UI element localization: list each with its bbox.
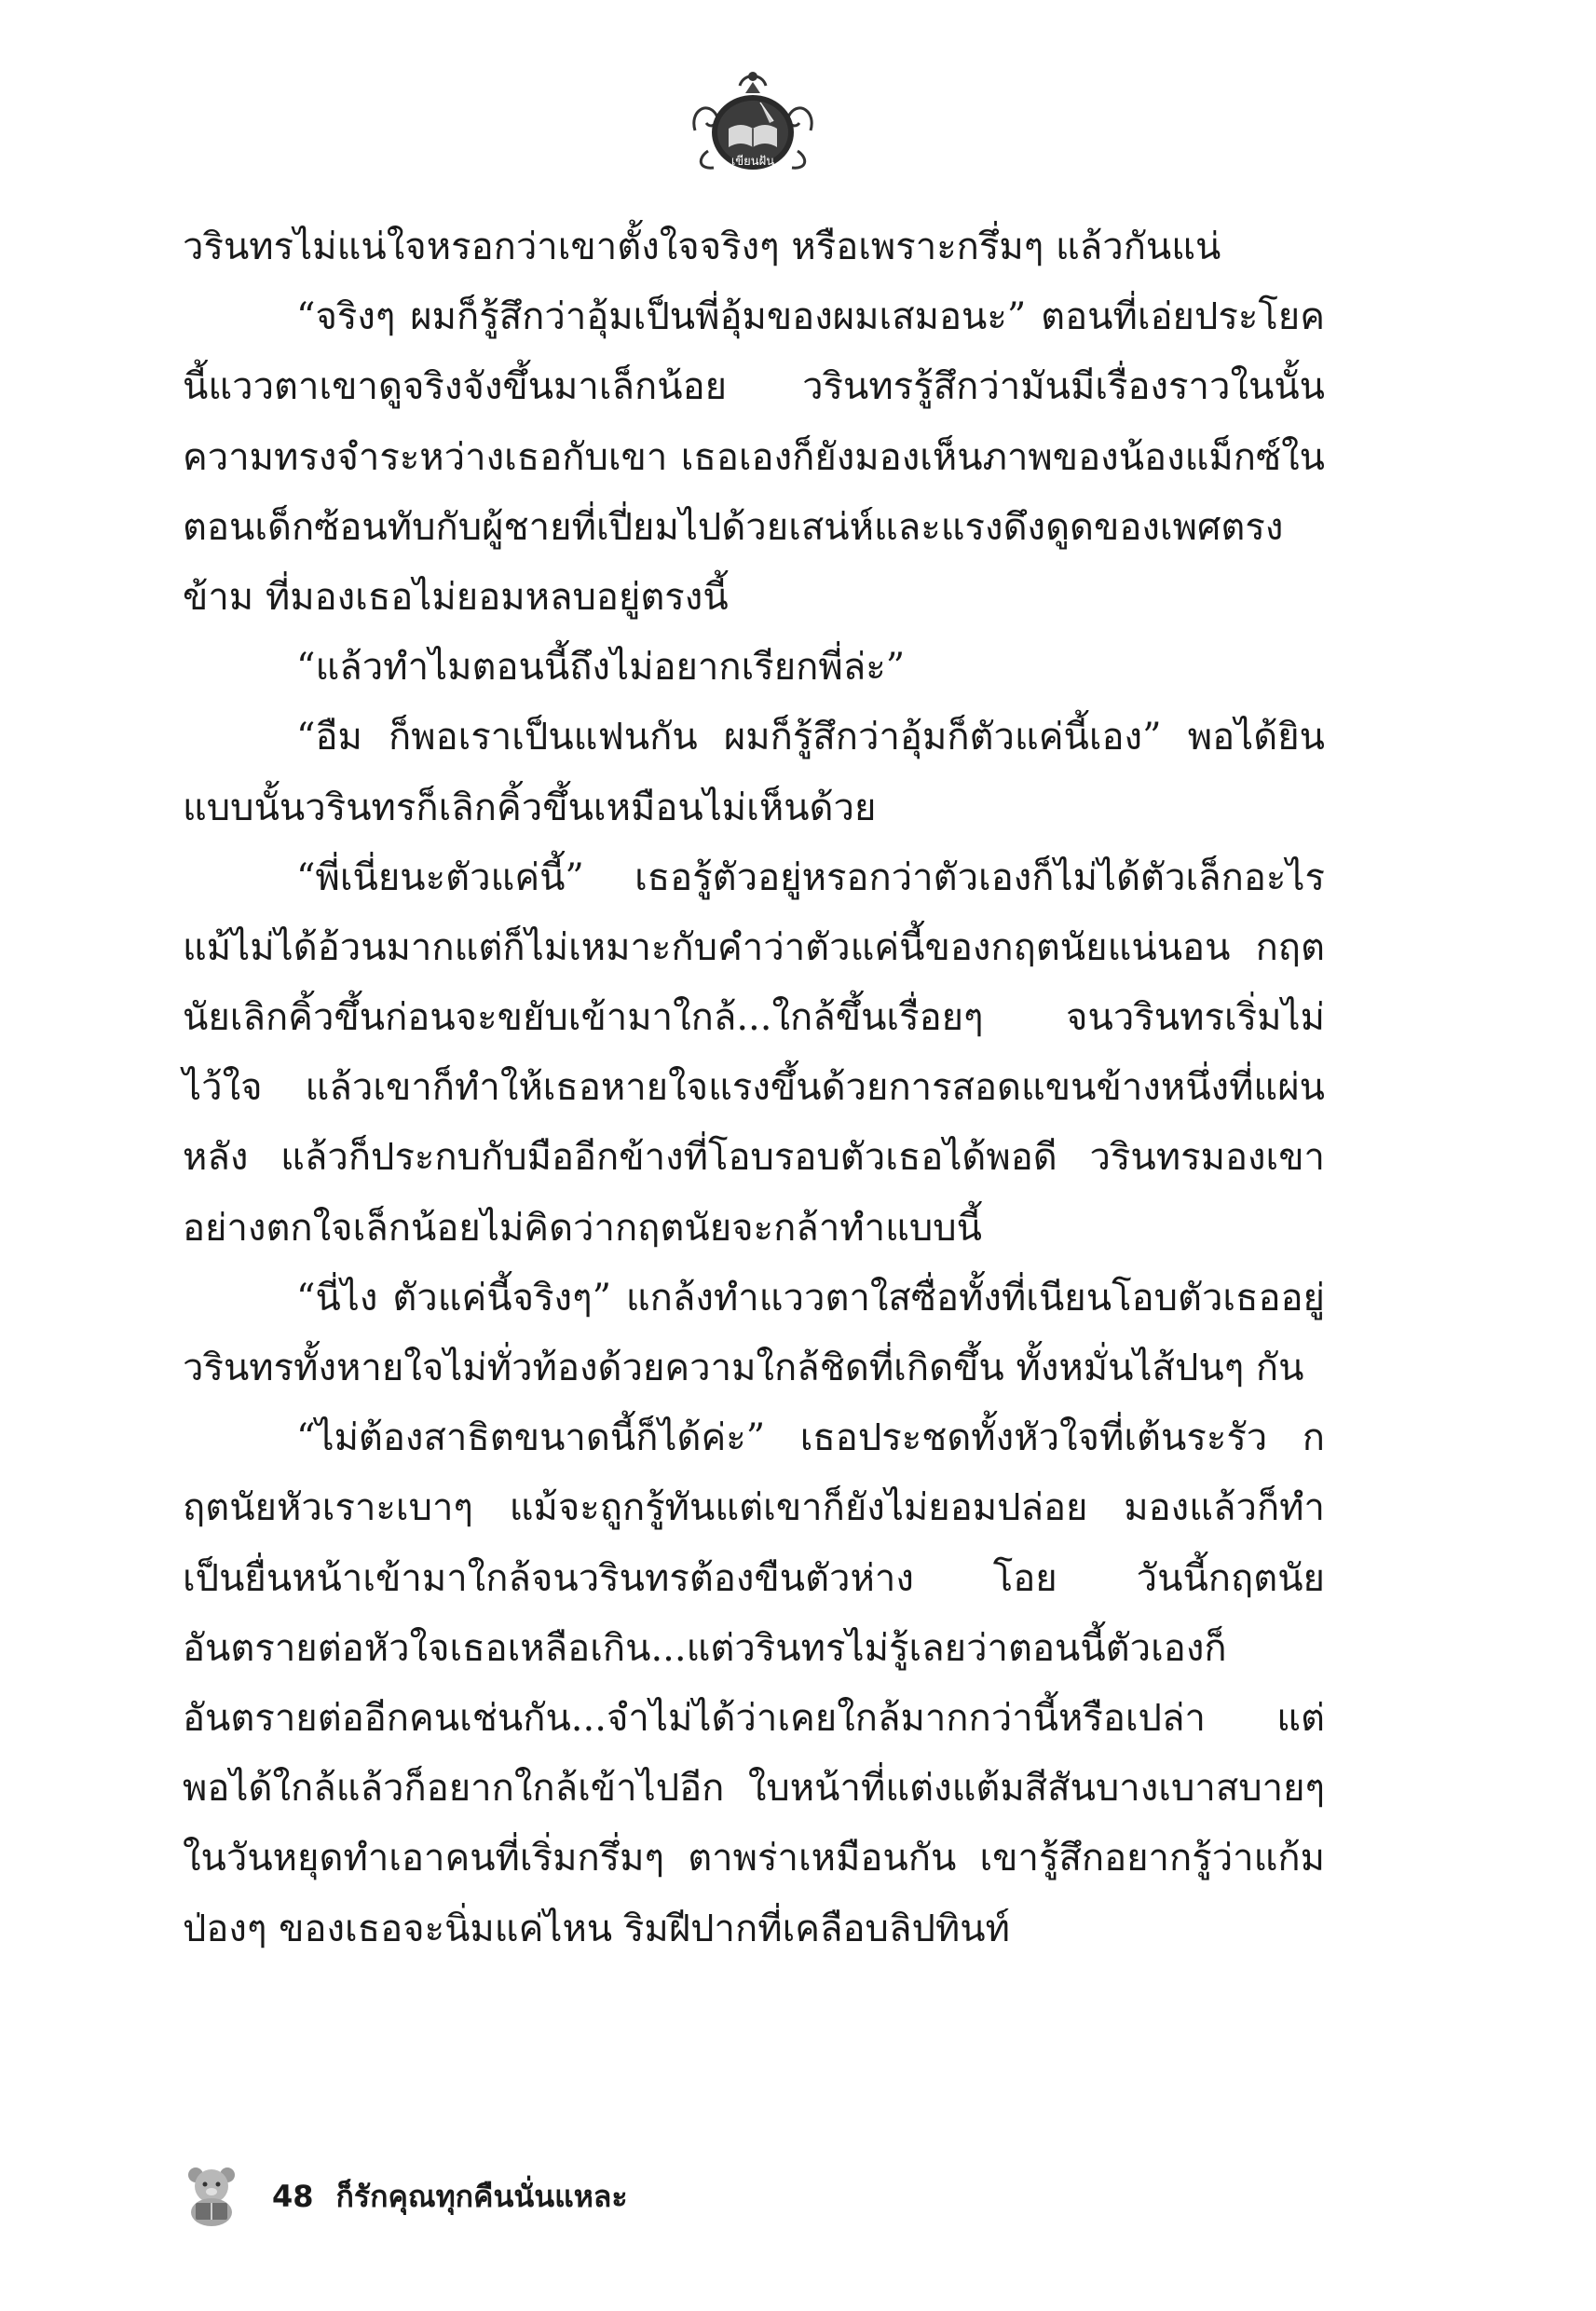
reading-bear-mascot-icon xyxy=(183,2166,240,2227)
paragraph: “จริงๆ ผมก็รู้สึกว่าอุ้มเป็นพี่อุ้มของผมเสมอนะ” ตอนที่เอ่ยประโยคนี้แววตาเขาดูจริงจังขึ้นมาเล็กน้อย วรินทรรู้สึกว่ามันมีเรื่องราวในนั้น ความทรงจำระหว่างเธอกับเขา เธอเองก็ยังมองเห็นภาพของน้องแม็กซ์ในตอนเด็กซ้อนทับกับผู้ชายที่เปี่ยมไปด้วยเสน่ห์และแรงดึงดูดของเพศตรงข้าม ที่มองเธอไม่ยอมหลบอยู่ตรงนี้ xyxy=(183,295,1325,619)
publisher-emblem-icon xyxy=(688,65,818,182)
paragraph: “พี่เนี่ยนะตัวแค่นี้” เธอรู้ตัวอยู่หรอกว่าตัวเองก็ไม่ได้ตัวเล็กอะไรแม้ไม่ได้อ้วนมากแต่ก็ไม่เหมาะกับคำว่าตัวแค่นี้ของกฤตนัยแน่นอน กฤตนัยเลิกคิ้วขึ้นก่อนจะขยับเข้ามาใกล้...ใกล้ขึ้นเรื่อยๆ จนวรินทรเริ่มไม่ไว้ใจ แล้วเขาก็ทำให้เธอหายใจแรงขึ้นด้วยการสอดแขนข้างหนึ่งที่แผ่นหลัง แล้วก็ประกบกับมืออีกข้างที่โอบรอบตัวเธอได้พอดี วรินทรมองเขาอย่างตกใจเล็กน้อยไม่คิดว่ากฤตนัยจะกล้าทำแบบนี้ xyxy=(183,855,1325,1250)
paragraph: “นี่ไง ตัวแค่นี้จริงๆ” แกล้งทำแววตาใสซื่อทั้งที่เนียนโอบตัวเธออยู่ วรินทรทั้งหายใจไม่ทั่วท้องด้วยความใกล้ชิดที่เกิดขึ้น ทั้งหมั่นไส้ปนๆ กัน xyxy=(183,1276,1325,1389)
book-title: ก็รักคุณทุกคืนนั่นแหละ xyxy=(335,2178,628,2214)
paragraph: “อืม ก็พอเราเป็นแฟนกัน ผมก็รู้สึกว่าอุ้มก็ตัวแค่นี้เอง” พอได้ยินแบบนั้นวรินทรก็เลิกคิ้วขึ้นเหมือนไม่เห็นด้วย xyxy=(183,716,1325,829)
paragraph: “ไม่ต้องสาธิตขนาดนี้ก็ได้ค่ะ” เธอประชดทั้งหัวใจที่เต้นระรัว กฤตนัยหัวเราะเบาๆ แม้จะถูกรู้ทันแต่เขาก็ยังไม่ยอมปล่อย มองแล้วก็ทำเป็นยื่นหน้าเข้ามาใกล้จนวรินทรต้องขืนตัวห่าง โอย วันนี้กฤตนัยอันตรายต่อหัวใจเธอเหลือเกิน...แต่วรินทรไม่รู้เลยว่าตอนนี้ตัวเองก็อันตรายต่ออีกคนเช่นกัน...จำไม่ได้ว่าเคยใกล้มากกว่านี้หรือเปล่า แต่พอได้ใกล้แล้วก็อยากใกล้เข้าไปอีก ใบหน้าที่แต่งแต้มสีสันบางเบาสบายๆ ในวันหยุดทำเอาคนที่เริ่มกรึ่มๆ ตาพร่าเหมือนกัน เขารู้สึกอยากรู้ว่าแก้มป่องๆ ของเธอจะนิ่มแค่ไหน ริมฝีปากที่เคลือบลิปทินท์ xyxy=(183,1416,1325,1950)
svg-text:เขียนฝัน: เขียนฝัน xyxy=(730,155,775,169)
paragraph: “แล้วทำไมตอนนี้ถึงไม่อยากเรียกพี่ล่ะ” xyxy=(296,646,906,690)
paragraph: วรินทรไม่แน่ใจหรอกว่าเขาตั้งใจจริงๆ หรือเพราะกรึ่มๆ แล้วกันแน่ xyxy=(183,226,1221,268)
page-footer xyxy=(183,2164,628,2229)
page-number: 48 xyxy=(272,2179,314,2214)
body-text xyxy=(183,212,1325,1964)
